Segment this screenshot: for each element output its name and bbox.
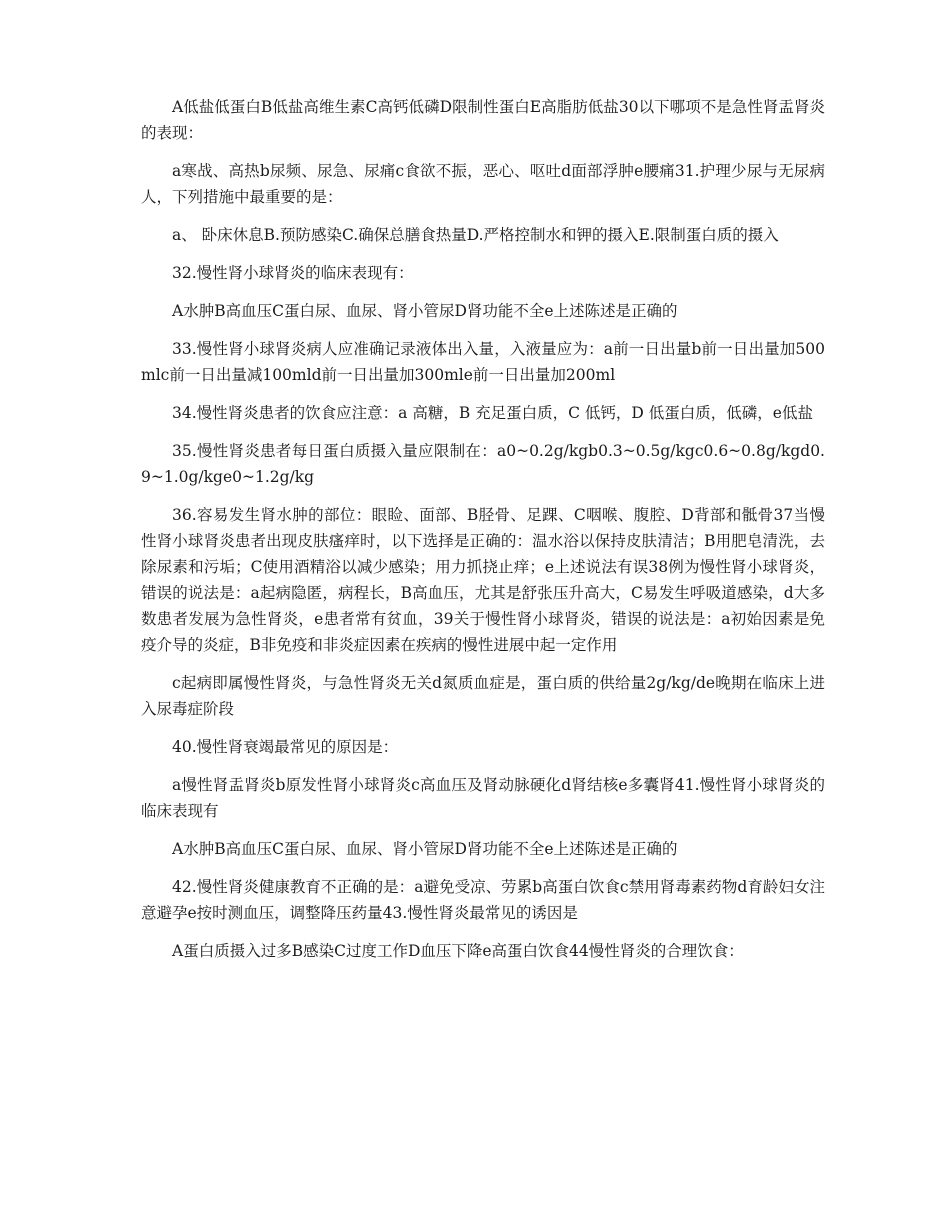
paragraph: 33.慢性肾小球肾炎病人应准确记录液体出入量，入液量应为：a前一日出量b前一日出量加500mlc前一日出量减100mld前一日出量加300mle前一日出量加200ml (141, 340, 825, 384)
paragraph: 32.慢性肾小球肾炎的临床表现有： (172, 264, 414, 282)
paragraph: a、 卧床休息B.预防感染C.确保总膳食热量D.严格控制水和钾的摄入E.限制蛋白质的摄入 (172, 226, 779, 244)
paragraph: a慢性肾盂肾炎b原发性肾小球肾炎c高血压及肾动脉硬化d肾结核e多囊肾41.慢性肾小球肾炎的临床表现有 (141, 776, 825, 820)
paragraph: 35.慢性肾炎患者每日蛋白质摄入量应限制在：a0~0.2g/kgb0.3~0.5g/kgc0.6~0.8g/kgd0.9~1.0g/kge0~1.2g/kg (141, 442, 825, 486)
paragraph: a寒战、高热b尿频、尿急、尿痛c食欲不振，恶心、呕吐d面部浮肿e腰痛31.护理少尿与无尿病人，下列措施中最重要的是： (141, 162, 825, 206)
paragraph: 34.慢性肾炎患者的饮食应注意：a 高糖，B 充足蛋白质，C 低钙，D 低蛋白质，低磷，e低盐 (172, 404, 813, 422)
paragraph: A低盐低蛋白B低盐高维生素C高钙低磷D限制性蛋白E高脂肪低盐30以下哪项不是急性肾盂肾炎的表现： (141, 98, 825, 142)
paragraph: A水肿B高血压C蛋白尿、血尿、肾小管尿D肾功能不全e上述陈述是正确的 (172, 302, 678, 320)
paragraph: 40.慢性肾衰竭最常见的原因是： (172, 738, 399, 756)
paragraph: c起病即属慢性肾炎，与急性肾炎无关d氮质血症是，蛋白质的供给量2g/kg/de晚期在临床上进入尿毒症阶段 (141, 674, 825, 718)
paragraph: 36.容易发生肾水肿的部位：眼睑、面部、B胫骨、足踝、C咽喉、腹腔、D背部和骶骨37当慢性肾小球肾炎患者出现皮肤瘙痒时，以下选择是正确的：温水浴以保持皮肤清洁；B用肥皂清洗，去除尿素和污垢；C使用酒精浴以减少感染；用力抓挠止痒；e上述说法有误38例为慢性肾小球肾炎，错误的说法是：a起病隐匿，病程长，B高血压，尤其是舒张压升高大，C易发生呼吸道感染，d大多数患者发展为急性肾炎，e患者常有贫血，39关于慢性肾小球肾炎，错误的说法是：a初始因素是免疫介导的炎症，B非免疫和非炎症因素在疾病的慢性进展中起一定作用 (141, 506, 825, 654)
paragraph: 42.慢性肾炎健康教育不正确的是：a避免受凉、劳累b高蛋白饮食c禁用肾毒素药物d育龄妇女注意避孕e按时测血压，调整降压药量43.慢性肾炎最常见的诱因是 (141, 878, 825, 922)
paragraph: A水肿B高血压C蛋白尿、血尿、肾小管尿D肾功能不全e上述陈述是正确的 (172, 840, 678, 858)
document-body (141, 94, 825, 976)
paragraph: A蛋白质摄入过多B感染C过度工作D血压下降e高蛋白饮食44慢性肾炎的合理饮食： (172, 942, 744, 960)
